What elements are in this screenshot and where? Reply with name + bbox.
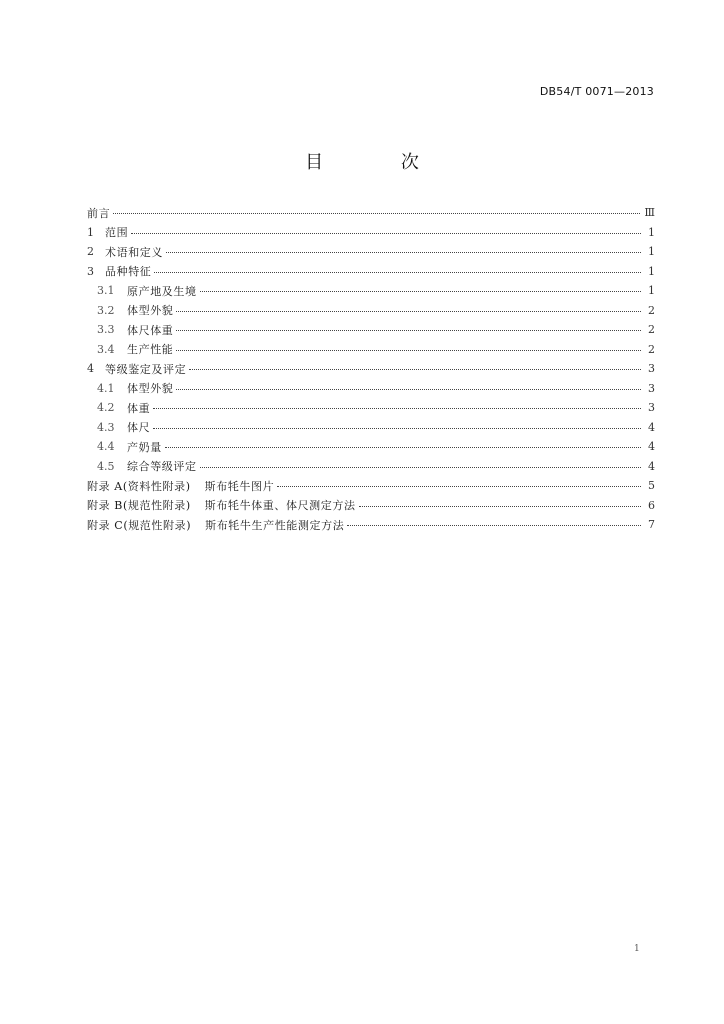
dot-leader <box>347 525 641 526</box>
toc-number: 3.4 <box>97 342 115 356</box>
toc-entry-4-2[interactable] <box>87 398 655 418</box>
toc-label: 体型外貌 <box>127 382 174 396</box>
toc-label: 综合等级评定 <box>127 460 197 474</box>
toc-number: 1 <box>87 225 94 239</box>
toc-number: 3.2 <box>97 303 115 317</box>
toc-entry-4-1[interactable] <box>87 379 655 399</box>
dot-leader <box>200 467 641 468</box>
toc-page: 7 <box>648 518 655 532</box>
toc-page: 4 <box>648 440 655 454</box>
toc-label: 体重 <box>127 401 151 415</box>
toc-entry-3[interactable] <box>87 262 655 282</box>
toc-label: 术语和定义 <box>105 245 163 259</box>
toc-page: 2 <box>648 303 655 317</box>
toc-entry-4-5[interactable] <box>87 457 655 477</box>
toc-number: 2 <box>87 245 94 259</box>
toc-page: 1 <box>648 245 655 259</box>
toc-number: 3.1 <box>97 284 115 298</box>
toc-page: 4 <box>648 459 655 473</box>
toc-label: 体尺 <box>127 421 151 435</box>
toc-entry-3-3[interactable] <box>87 320 655 340</box>
toc-entry-4[interactable] <box>87 359 655 379</box>
toc-page: 2 <box>648 342 655 356</box>
dot-leader <box>131 233 641 234</box>
toc-label: 生产性能 <box>127 343 174 357</box>
toc-number: 4.4 <box>97 440 115 454</box>
toc-entry-2[interactable] <box>87 242 655 262</box>
dot-leader <box>166 252 641 253</box>
toc-number: 3 <box>87 264 94 278</box>
toc-entry-1[interactable] <box>87 223 655 243</box>
toc-page: 2 <box>648 323 655 337</box>
toc-label: 体尺体重 <box>127 323 174 337</box>
toc-page: 4 <box>648 420 655 434</box>
toc-page: 1 <box>648 225 655 239</box>
toc-entry-4-3[interactable] <box>87 418 655 438</box>
toc-label: 附录 A(资料性附录) <box>87 479 191 493</box>
toc-page: 3 <box>648 401 655 415</box>
toc-label: 附录 B(规范性附录) <box>87 499 191 513</box>
toc-entry-3-1[interactable] <box>87 281 655 301</box>
dot-leader <box>359 506 641 507</box>
toc-entry-4-4[interactable] <box>87 437 655 457</box>
dot-leader <box>154 272 641 273</box>
dot-leader <box>277 486 641 487</box>
dot-leader <box>176 389 641 390</box>
dot-leader <box>189 369 641 370</box>
dot-leader <box>200 291 641 292</box>
toc-page: 1 <box>648 264 655 278</box>
toc-page: 3 <box>648 362 655 376</box>
toc-number: 3.3 <box>97 323 115 337</box>
dot-leader <box>153 428 641 429</box>
toc-number: 4 <box>87 362 94 376</box>
toc-label: 原产地及生境 <box>127 284 197 298</box>
page-number: 1 <box>634 944 640 954</box>
dot-leader <box>176 330 641 331</box>
dot-leader <box>176 311 641 312</box>
toc-label: 附录 C(规范性附录) <box>87 518 192 532</box>
dot-leader <box>153 408 641 409</box>
toc-page: 3 <box>648 381 655 395</box>
table-of-contents <box>87 203 655 535</box>
toc-label: 品种特征 <box>105 265 152 279</box>
dot-leader <box>176 350 641 351</box>
dot-leader <box>165 447 641 448</box>
toc-entry-appendix-c[interactable] <box>87 515 655 535</box>
toc-sublabel: 斯布牦牛生产性能测定方法 <box>205 518 345 532</box>
toc-number: 4.2 <box>97 401 115 415</box>
toc-label: 前言 <box>87 206 111 220</box>
toc-sublabel: 斯布牦牛体重、体尺测定方法 <box>204 499 356 513</box>
toc-number: 4.3 <box>97 420 115 434</box>
toc-page: Ⅲ <box>644 206 655 220</box>
toc-sublabel: 斯布牦牛图片 <box>204 479 275 493</box>
toc-number: 4.5 <box>97 459 115 473</box>
page-title: 目 次 <box>305 152 455 173</box>
toc-label: 等级鉴定及评定 <box>105 362 187 376</box>
toc-label: 产奶量 <box>127 440 162 454</box>
toc-page: 5 <box>648 479 655 493</box>
toc-label: 范围 <box>105 226 129 240</box>
toc-entry-appendix-a[interactable] <box>87 476 655 496</box>
toc-page: 1 <box>648 284 655 298</box>
toc-label: 体型外貌 <box>127 304 174 318</box>
toc-entry-3-2[interactable] <box>87 301 655 321</box>
toc-page: 6 <box>648 498 655 512</box>
dot-leader <box>113 213 640 214</box>
toc-number: 4.1 <box>97 381 115 395</box>
toc-entry-appendix-b[interactable] <box>87 496 655 516</box>
document-code: DB54/T 0071—2013 <box>539 85 654 98</box>
toc-entry-preface[interactable] <box>87 203 655 223</box>
toc-entry-3-4[interactable] <box>87 340 655 360</box>
